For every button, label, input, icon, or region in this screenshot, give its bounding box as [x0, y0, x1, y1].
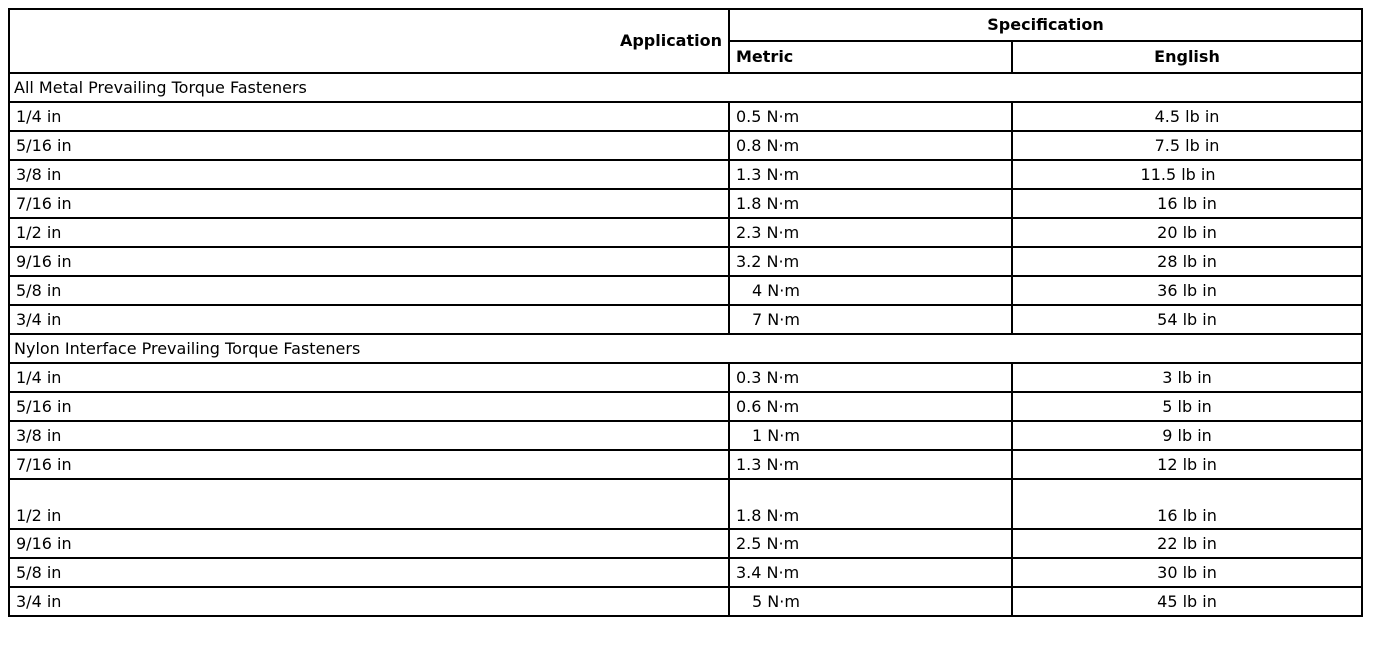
english-header: English — [1012, 41, 1362, 73]
application-header: Application — [9, 9, 729, 73]
english-value-cell: 16 lb in — [1012, 479, 1362, 529]
english-value-cell: 30 lb in — [1012, 558, 1362, 587]
metric-value-cell: 0.5 N·m — [729, 102, 1012, 131]
fastener-size-cell: 3/8 in — [9, 160, 729, 189]
metric-value-cell: 1.8 N·m — [729, 479, 1012, 529]
metric-value-cell: 3.2 N·m — [729, 247, 1012, 276]
table-row — [9, 218, 1362, 247]
metric-value-cell: 4 N·m — [729, 276, 1012, 305]
fastener-size-cell: 7/16 in — [9, 189, 729, 218]
fastener-size-cell: 7/16 in — [9, 450, 729, 479]
metric-value-cell: 1.3 N·m — [729, 450, 1012, 479]
section-title: Nylon Interface Prevailing Torque Fasteners — [9, 334, 1362, 363]
metric-value-cell: 1.3 N·m — [729, 160, 1012, 189]
fastener-size-cell: 9/16 in — [9, 247, 729, 276]
fastener-size-cell: 1/4 in — [9, 363, 729, 392]
torque-spec-table — [8, 8, 1363, 617]
metric-value-cell: 7 N·m — [729, 305, 1012, 334]
fastener-size-cell: 1/4 in — [9, 102, 729, 131]
english-value-cell: 3 lb in — [1012, 363, 1362, 392]
english-value-cell: 5 lb in — [1012, 392, 1362, 421]
table-row — [9, 131, 1362, 160]
fastener-size-cell: 3/4 in — [9, 305, 729, 334]
fastener-size-cell: 5/16 in — [9, 131, 729, 160]
table-row — [9, 587, 1362, 616]
section-title: All Metal Prevailing Torque Fasteners — [9, 73, 1362, 102]
specification-header: Specification — [729, 9, 1362, 41]
english-value-cell: 20 lb in — [1012, 218, 1362, 247]
table-body — [9, 73, 1362, 616]
section-row — [9, 73, 1362, 102]
metric-value-cell: 0.8 N·m — [729, 131, 1012, 160]
metric-header: Metric — [729, 41, 1012, 73]
metric-value-cell: 0.3 N·m — [729, 363, 1012, 392]
english-value-cell: 7.5 lb in — [1012, 131, 1362, 160]
metric-value-cell: 5 N·m — [729, 587, 1012, 616]
fastener-size-cell: 5/8 in — [9, 558, 729, 587]
table-row — [9, 450, 1362, 479]
english-value-cell: 45 lb in — [1012, 587, 1362, 616]
table-row — [9, 392, 1362, 421]
fastener-size-cell: 1/2 in — [9, 218, 729, 247]
metric-value-cell: 2.3 N·m — [729, 218, 1012, 247]
fastener-size-cell: 3/4 in — [9, 587, 729, 616]
metric-value-cell: 1 N·m — [729, 421, 1012, 450]
english-value-cell: 54 lb in — [1012, 305, 1362, 334]
table-row — [9, 529, 1362, 558]
english-value-cell: 28 lb in — [1012, 247, 1362, 276]
english-value-cell: 11.5 lb in — [1012, 160, 1362, 189]
english-value-cell: 22 lb in — [1012, 529, 1362, 558]
table-row — [9, 160, 1362, 189]
metric-value-cell: 3.4 N·m — [729, 558, 1012, 587]
table-row — [9, 479, 1362, 529]
table-row — [9, 305, 1362, 334]
english-value-cell: 12 lb in — [1012, 450, 1362, 479]
table-header — [9, 9, 1362, 73]
table-row — [9, 189, 1362, 218]
table-row — [9, 363, 1362, 392]
table-row — [9, 421, 1362, 450]
section-row — [9, 334, 1362, 363]
torque-spec-table-container — [8, 8, 1363, 617]
table-row — [9, 102, 1362, 131]
english-value-cell: 9 lb in — [1012, 421, 1362, 450]
metric-value-cell: 1.8 N·m — [729, 189, 1012, 218]
table-row — [9, 247, 1362, 276]
english-value-cell: 36 lb in — [1012, 276, 1362, 305]
fastener-size-cell: 1/2 in — [9, 479, 729, 529]
metric-value-cell: 0.6 N·m — [729, 392, 1012, 421]
table-row — [9, 558, 1362, 587]
fastener-size-cell: 5/8 in — [9, 276, 729, 305]
fastener-size-cell: 9/16 in — [9, 529, 729, 558]
metric-value-cell: 2.5 N·m — [729, 529, 1012, 558]
english-value-cell: 4.5 lb in — [1012, 102, 1362, 131]
fastener-size-cell: 5/16 in — [9, 392, 729, 421]
fastener-size-cell: 3/8 in — [9, 421, 729, 450]
english-value-cell: 16 lb in — [1012, 189, 1362, 218]
table-row — [9, 276, 1362, 305]
